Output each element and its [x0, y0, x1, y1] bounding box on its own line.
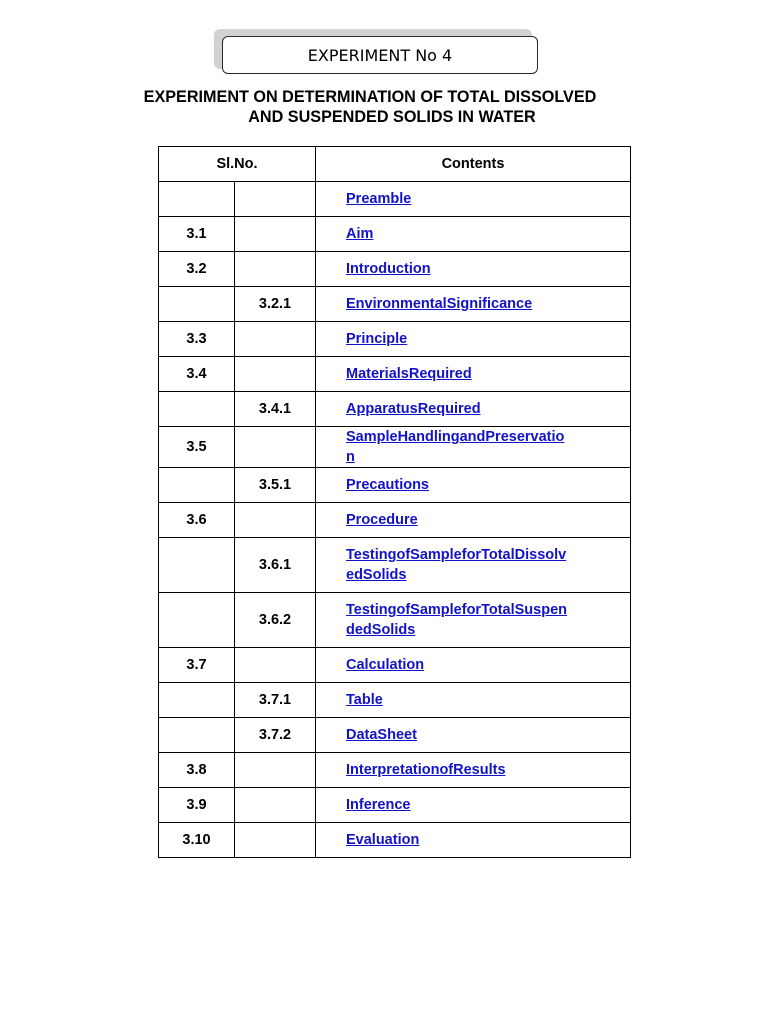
table-row: [159, 593, 631, 648]
table-row: [159, 287, 631, 322]
contents-link[interactable]: Calculation: [316, 648, 631, 683]
section-number: 3.9: [159, 788, 235, 823]
experiment-badge: EXPERIMENT No 4: [222, 36, 538, 74]
subsection-number: [235, 823, 316, 858]
section-number: [159, 182, 235, 217]
section-number: 3.8: [159, 753, 235, 788]
contents-link[interactable]: EnvironmentalSignificance: [316, 287, 631, 322]
table-row: [159, 648, 631, 683]
section-number: [159, 718, 235, 753]
contents-table: [158, 146, 631, 858]
subsection-number: 3.5.1: [235, 468, 316, 503]
subsection-number: [235, 648, 316, 683]
table-body: [159, 182, 631, 858]
contents-link[interactable]: Precautions: [316, 468, 631, 503]
header-contents: Contents: [316, 147, 631, 182]
subsection-number: 3.2.1: [235, 287, 316, 322]
table-row: [159, 753, 631, 788]
subsection-number: 3.6.2: [235, 593, 316, 648]
contents-link[interactable]: Table: [316, 683, 631, 718]
table-row: [159, 503, 631, 538]
table-row: [159, 538, 631, 593]
contents-link[interactable]: ApparatusRequired: [316, 392, 631, 427]
subsection-number: [235, 503, 316, 538]
section-number: 3.2: [159, 252, 235, 287]
header-slno: Sl.No.: [159, 147, 316, 182]
table-row: [159, 252, 631, 287]
subsection-number: 3.7.1: [235, 683, 316, 718]
subsection-number: [235, 427, 316, 468]
subsection-number: [235, 182, 316, 217]
table-row: [159, 217, 631, 252]
subsection-number: [235, 788, 316, 823]
contents-link[interactable]: MaterialsRequired: [316, 357, 631, 392]
table-row: [159, 322, 631, 357]
section-number: [159, 683, 235, 718]
section-number: [159, 287, 235, 322]
table-row: [159, 357, 631, 392]
table-header-row: [159, 147, 631, 182]
subsection-number: [235, 217, 316, 252]
table-row: [159, 823, 631, 858]
subsection-number: [235, 252, 316, 287]
subsection-number: [235, 357, 316, 392]
contents-link[interactable]: Inference: [316, 788, 631, 823]
title-line-2: AND SUSPENDED SOLIDS IN WATER: [248, 108, 536, 126]
contents-link[interactable]: DataSheet: [316, 718, 631, 753]
contents-link[interactable]: TestingofSampleforTotalDissolvedSolids: [316, 538, 631, 593]
subsection-number: [235, 322, 316, 357]
table-row: [159, 468, 631, 503]
table-row: [159, 788, 631, 823]
subsection-number: 3.7.2: [235, 718, 316, 753]
contents-link[interactable]: Evaluation: [316, 823, 631, 858]
section-number: [159, 593, 235, 648]
contents-link[interactable]: TestingofSampleforTotalSuspendedSolids: [316, 593, 631, 648]
subsection-number: [235, 753, 316, 788]
contents-link[interactable]: Preamble: [316, 182, 631, 217]
subsection-number: 3.6.1: [235, 538, 316, 593]
section-number: [159, 392, 235, 427]
section-number: [159, 468, 235, 503]
contents-link[interactable]: Procedure: [316, 503, 631, 538]
contents-link[interactable]: Introduction: [316, 252, 631, 287]
table-row: [159, 182, 631, 217]
section-number: 3.10: [159, 823, 235, 858]
section-number: 3.1: [159, 217, 235, 252]
table-row: [159, 683, 631, 718]
section-number: 3.6: [159, 503, 235, 538]
section-number: 3.3: [159, 322, 235, 357]
page-title: [120, 87, 680, 127]
subsection-number: 3.4.1: [235, 392, 316, 427]
section-number: 3.7: [159, 648, 235, 683]
table-row: [159, 427, 631, 468]
contents-link[interactable]: SampleHandlingandPreservation: [316, 427, 631, 468]
section-number: 3.5: [159, 427, 235, 468]
contents-link[interactable]: Principle: [316, 322, 631, 357]
title-line-1: EXPERIMENT ON DETERMINATION OF TOTAL DISSOLVED: [143, 88, 597, 106]
contents-link[interactable]: InterpretationofResults: [316, 753, 631, 788]
section-number: 3.4: [159, 357, 235, 392]
contents-link[interactable]: Aim: [316, 217, 631, 252]
table-row: [159, 718, 631, 753]
section-number: [159, 538, 235, 593]
table-row: [159, 392, 631, 427]
